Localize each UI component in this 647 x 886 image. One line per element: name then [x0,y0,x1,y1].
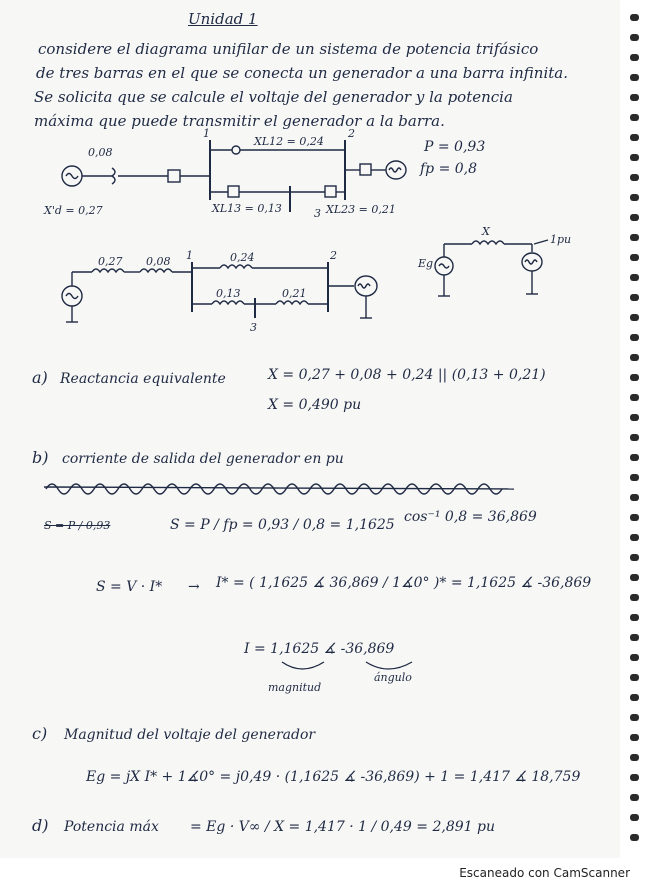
binding-ring [630,94,639,101]
binding-ring [630,274,639,281]
part-a-heading: Reactancia equivalente [60,371,226,387]
d2-r2-label: 0,08 [146,255,171,268]
part-c-equation: Eg = jX I* + 1∡0° = j0,49 · (1,1625 ∡ -36,869) + 1 = 1,417 ∡ 18,759 [86,769,581,785]
binding-ring [630,454,639,461]
problem-line-3: Se solicita que se calcule el voltaje del generador y la potencia [34,88,513,106]
scanner-footer [0,858,647,886]
binding-ring [630,594,639,601]
binding-ring [630,774,639,781]
part-b-cos-equation: cos⁻¹ 0,8 = 36,869 [404,509,537,525]
d2-r4-label: 0,13 [216,287,241,300]
binding-ring [630,214,639,221]
binding-ring [630,734,639,741]
binding-ring [630,354,639,361]
binding-ring [630,314,639,321]
binding-ring [630,174,639,181]
problem-line-1: considere el diagrama unifilar de un sistema de potencia trifásico [38,40,539,58]
part-b-crossed-small: S = P / 0,93 [44,519,111,532]
d1-xl13-label: XL13 = 0,13 [212,202,282,215]
part-b-label: b) [32,448,49,467]
part-c-label: c) [32,724,48,743]
part-b-i-conj-equation: I* = ( 1,1625 ∡ 36,869 / 1∡0° )* = 1,1625 ∡ -36,869 [216,575,592,591]
part-b-magnitude-label: magnitud [268,681,322,694]
binding-ring [630,54,639,61]
d1-xl12-label: XL12 = 0,24 [254,135,324,148]
binding-ring [630,554,639,561]
binding-ring [630,514,639,521]
binding-ring [630,674,639,681]
binding-ring [630,614,639,621]
binding-ring [630,574,639,581]
scanner-footer-text: Escaneado con CamScanner [459,866,630,880]
d3-eg-label: Eg [418,257,434,270]
binding-ring [630,154,639,161]
binding-ring [630,334,639,341]
part-a-label: a) [32,368,48,387]
binding-ring [630,794,639,801]
d2-r1-label: 0,27 [98,255,123,268]
part-b-s-vi: S = V · I* [96,579,163,595]
d3-x-label: X [482,225,490,238]
binding-ring [630,534,639,541]
binding-ring [630,754,639,761]
d1-power-label: P = 0,93 [424,139,486,155]
d1-pf-label: fp = 0,8 [420,161,478,177]
part-d-label: d) [32,816,49,835]
binding-ring [630,294,639,301]
binding-ring [630,234,639,241]
binding-ring [630,394,639,401]
binding-ring [630,134,639,141]
d3-v-label: 1pu [550,233,572,246]
binding-ring [630,34,639,41]
binding-ring [630,114,639,121]
d2-bus-1-label: 1 [186,249,193,262]
binding-ring [630,254,639,261]
binding-ring [630,374,639,381]
binding-ring [630,434,639,441]
binding-ring [630,694,639,701]
binding-ring [630,494,639,501]
d1-gen-xd-label: X'd = 0,27 [44,204,103,217]
d1-gen-reactance-label: 0,08 [88,146,113,159]
part-d-heading: Potencia máx [64,819,159,835]
part-b-i-result: I = 1,1625 ∡ -36,869 [244,641,395,657]
binding-ring [630,634,639,641]
binding-ring [630,14,639,21]
binding-ring [630,74,639,81]
binding-ring [630,714,639,721]
binding-ring [630,654,639,661]
binding-ring [630,834,639,841]
d1-bus-2-label: 2 [348,127,355,140]
d1-bus-1-label: 1 [203,127,210,140]
part-b-heading: corriente de salida del generador en pu [62,451,344,467]
problem-line-2: de tres barras en el que se conecta un generador a una barra infinita. [36,64,568,82]
d2-bus-3-label: 3 [250,321,257,334]
part-a-equation-1: X = 0,27 + 0,08 + 0,24 || (0,13 + 0,21) [268,367,546,383]
binding-ring [630,474,639,481]
problem-line-4: máxima que puede transmitir el generador a la barra. [34,112,445,130]
part-d-equation: = Eg · V∞ / X = 1,417 · 1 / 0,49 = 2,891 pu [190,819,495,835]
spiral-binding [624,0,647,858]
d2-bus-2-label: 2 [330,249,337,262]
page-title: Unidad 1 [188,10,258,28]
part-c-heading: Magnitud del voltaje del generador [64,727,316,743]
d2-r5-label: 0,21 [282,287,307,300]
part-b-arrow: → [188,579,200,595]
d1-xl23-label: XL23 = 0,21 [326,203,396,216]
binding-ring [630,194,639,201]
part-b-s-equation: S = P / fp = 0,93 / 0,8 = 1,1625 [170,517,395,533]
d1-bus-3-label: 3 [314,207,321,220]
binding-ring [630,814,639,821]
binding-ring [630,414,639,421]
d2-r3-label: 0,24 [230,251,255,264]
part-b-angle-label: ángulo [374,671,412,684]
part-a-equation-2: X = 0,490 pu [268,397,362,413]
